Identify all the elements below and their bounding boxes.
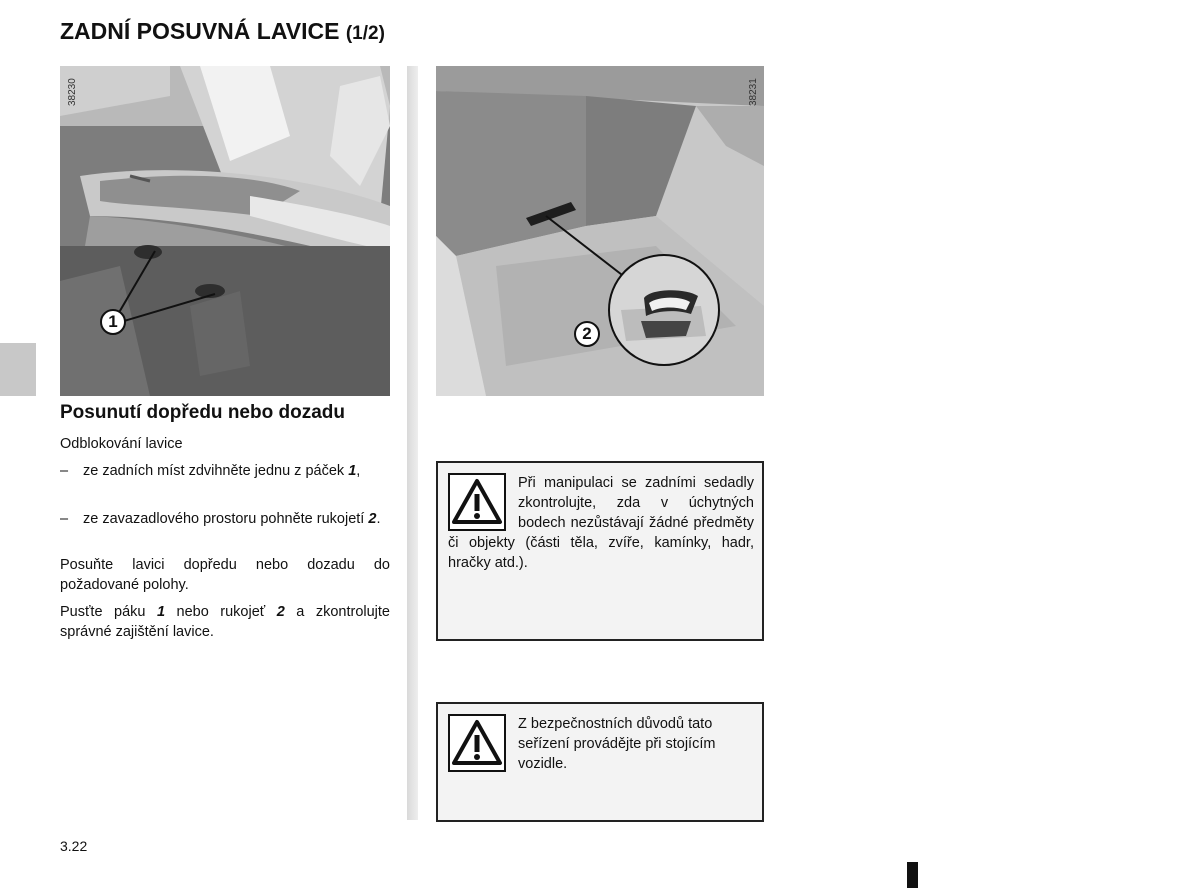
page-title — [60, 18, 385, 45]
intro-text: Odblokování lavice — [60, 436, 183, 452]
warning-text — [518, 714, 754, 774]
trunk-handle-photo — [436, 66, 764, 396]
bullet-text: ze zadních míst zdvihněte jednu z páček 1, — [83, 463, 361, 479]
paragraph: Posuňte lavici dopředu nebo dozadu do požadované polohy. — [60, 557, 390, 593]
page-number: 3.22 — [60, 838, 88, 854]
print-mark — [907, 862, 918, 888]
callout-2: 2 — [574, 321, 600, 347]
chapter-tab — [0, 343, 36, 396]
figure-id: 38231 — [748, 78, 759, 106]
list-item — [60, 509, 390, 529]
paragraph: Pusťte páku 1 nebo rukojeť 2 a zkontrolujte správné zajištění lavice. — [60, 604, 391, 640]
callout-1: 1 — [100, 309, 126, 335]
section-heading: Posunutí dopředu nebo dozadu — [60, 402, 345, 423]
bullet-text: ze zavazadlového prostoru pohněte rukojetí 2. — [83, 511, 381, 527]
page-title-part: (1/2) — [345, 23, 385, 44]
page-title-text: ZADNÍ POSUVNÁ LAVICE — [60, 18, 340, 44]
list-item — [60, 461, 390, 481]
figure-id: 38230 — [67, 78, 78, 106]
column-divider — [407, 66, 418, 820]
warning-triangle-icon — [448, 714, 506, 772]
bullet-dash: – — [60, 511, 69, 527]
warning-text-1: Při manipulaci se zadními sedadly zkontrolujte, zda v úchytných bodech nezůstávají žádné předměty či objekty (části těla, zvíře, kamínky, hadr, hračky atd.). — [448, 475, 754, 571]
warning-text-2: Z bezpečnostních důvodů tato seřízení provádějte při stojícím vozidle. — [518, 716, 716, 772]
warning-box — [436, 461, 764, 641]
rear-bench-photo — [60, 66, 390, 396]
warning-text — [448, 473, 754, 573]
warning-box — [436, 702, 764, 822]
bullet-dash: – — [60, 463, 69, 479]
